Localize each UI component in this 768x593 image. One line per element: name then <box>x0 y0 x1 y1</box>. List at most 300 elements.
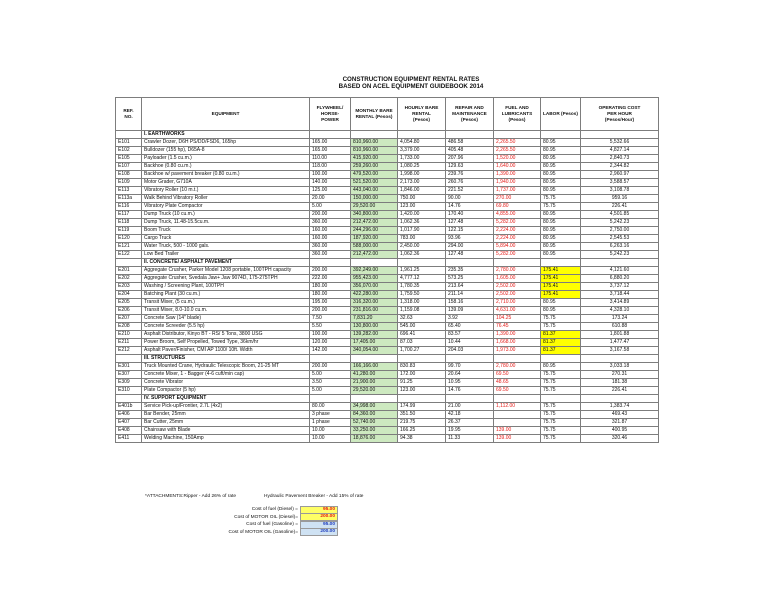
labor-cell: 75.75 <box>541 427 581 435</box>
monthly-rental-cell: 340,800.00 <box>351 211 398 219</box>
hourly-rental-cell: 783.00 <box>398 235 446 243</box>
fuel-lubricants-cell: 2,780.00 <box>494 363 541 371</box>
repair-maintenance-cell: 21.00 <box>446 403 494 411</box>
monthly-rental-cell: 392,249.00 <box>351 267 398 275</box>
operating-cost-cell: 2,545.53 <box>581 235 659 243</box>
monthly-rental-cell: 41,280.00 <box>351 371 398 379</box>
repair-maintenance-cell: 65.40 <box>446 323 494 331</box>
ref-no-cell: E408 <box>116 427 142 435</box>
empty-cell <box>351 259 398 267</box>
operating-cost-cell: 270.31 <box>581 371 659 379</box>
repair-maintenance-cell: 204.03 <box>446 347 494 355</box>
horsepower-cell: 120.00 <box>310 339 351 347</box>
section-title: II. CONCRETE/ ASPHALT PAVEMENT <box>142 259 310 267</box>
equipment-name-cell: Welding Machine, 150Amp <box>142 435 310 443</box>
header-fuel-lubricants: FUEL AND LUBRICANTS (Pesos) <box>494 98 541 131</box>
repair-maintenance-cell: 11.33 <box>446 435 494 443</box>
empty-cell <box>351 395 398 403</box>
monthly-rental-cell: 130,800.00 <box>351 323 398 331</box>
fuel-lubricants-cell: 1,112.00 <box>494 403 541 411</box>
hourly-rental-cell: 1,961.25 <box>398 267 446 275</box>
gasoline-motor-oil-cost-line <box>176 529 338 536</box>
empty-cell <box>541 259 581 267</box>
ref-no-cell: E301 <box>116 363 142 371</box>
fuel-lubricants-cell <box>494 411 541 419</box>
labor-cell: 75.75 <box>541 435 581 443</box>
header-hourly-rental: HOURLY BARE RENTAL (Pesos) <box>398 98 446 131</box>
labor-cell: 175.41 <box>541 283 581 291</box>
monthly-rental-cell: 17,405.00 <box>351 339 398 347</box>
repair-maintenance-cell: 90.00 <box>446 195 494 203</box>
repair-maintenance-cell: 486.58 <box>446 139 494 147</box>
ref-no-cell: E211 <box>116 339 142 347</box>
monthly-rental-cell: 139,282.00 <box>351 331 398 339</box>
hourly-rental-cell: 1,733.00 <box>398 155 446 163</box>
fuel-lubricants-cell: 4,631.00 <box>494 307 541 315</box>
operating-cost-cell: 959.16 <box>581 195 659 203</box>
ref-no-cell: E203 <box>116 283 142 291</box>
operating-cost-cell: 4,827.14 <box>581 147 659 155</box>
monthly-rental-cell: 340,054.00 <box>351 347 398 355</box>
horsepower-cell: 200.00 <box>310 211 351 219</box>
hourly-rental-cell: 696.41 <box>398 331 446 339</box>
fuel-lubricants-cell: 1,640.00 <box>494 163 541 171</box>
fuel-lubricants-cell: 2,780.00 <box>494 267 541 275</box>
pavement-breaker-note: Hydraulic Pavement Breaker - Add 15% of rate <box>264 494 364 499</box>
table-row <box>116 323 659 331</box>
labor-cell: 80.95 <box>541 227 581 235</box>
hourly-rental-cell: 1,759.50 <box>398 291 446 299</box>
empty-cell <box>541 395 581 403</box>
hourly-rental-cell: 545.00 <box>398 323 446 331</box>
equipment-name-cell: Backhoe w/ pavement breaker (0.80 cu.m.) <box>142 171 310 179</box>
operating-cost-cell: 3,033.18 <box>581 363 659 371</box>
section-header-row <box>116 131 659 139</box>
repair-maintenance-cell: 260.76 <box>446 179 494 187</box>
equipment-name-cell: Concrete Screeder (5.5 hp) <box>142 323 310 331</box>
table-header <box>116 98 659 131</box>
horsepower-cell: 20.00 <box>310 195 351 203</box>
equipment-name-cell: Batching Plant (30 cu.m.) <box>142 291 310 299</box>
hourly-rental-cell: 172.00 <box>398 371 446 379</box>
repair-maintenance-cell: 20.64 <box>446 371 494 379</box>
monthly-rental-cell: 21,900.00 <box>351 379 398 387</box>
operating-cost-cell: 400.95 <box>581 427 659 435</box>
diesel-fuel-cost-line <box>176 506 338 513</box>
equipment-name-cell: Concrete Saw (14" blade) <box>142 315 310 323</box>
monthly-rental-cell: 443,040.00 <box>351 187 398 195</box>
monthly-rental-cell: 244,296.00 <box>351 227 398 235</box>
fuel-lubricants-cell: 139.00 <box>494 435 541 443</box>
header-monthly-rental: MONTHLY BARE RENTAL (Pesos) <box>351 98 398 131</box>
horsepower-cell: 5.00 <box>310 371 351 379</box>
hourly-rental-cell: 1,846.00 <box>398 187 446 195</box>
equipment-name-cell: Bulldozer (155 hp), D65A-8 <box>142 147 310 155</box>
ref-no-cell: E116 <box>116 203 142 211</box>
empty-cell <box>116 131 142 139</box>
ref-no-cell: E122 <box>116 251 142 259</box>
horsepower-cell: 200.00 <box>310 363 351 371</box>
fuel-lubricants-cell: 48.65 <box>494 379 541 387</box>
horsepower-cell: 7.50 <box>310 315 351 323</box>
table-row <box>116 211 659 219</box>
horsepower-cell: 142.00 <box>310 347 351 355</box>
ref-no-cell: E105 <box>116 155 142 163</box>
repair-maintenance-cell: 93.96 <box>446 235 494 243</box>
labor-cell: 75.75 <box>541 387 581 395</box>
repair-maintenance-cell: 26.37 <box>446 419 494 427</box>
labor-cell: 81.37 <box>541 347 581 355</box>
cost-label: Cost of fuel (Gasoline) = <box>246 522 298 527</box>
equipment-name-cell: Power Broom, Self Propelled, Towed Type, 36km/hr <box>142 339 310 347</box>
horsepower-cell: 360.00 <box>310 219 351 227</box>
operating-cost-cell: 1,383.74 <box>581 403 659 411</box>
monthly-rental-cell: 479,520.00 <box>351 171 398 179</box>
fuel-lubricants-cell: 1,668.00 <box>494 339 541 347</box>
hourly-rental-cell: 1,080.25 <box>398 163 446 171</box>
table-row <box>116 187 659 195</box>
ref-no-cell: E210 <box>116 331 142 339</box>
section-header-row <box>116 355 659 363</box>
operating-cost-cell: 321.87 <box>581 419 659 427</box>
labor-cell: 75.75 <box>541 419 581 427</box>
ref-no-cell: E118 <box>116 219 142 227</box>
fuel-lubricants-cell: 2,224.00 <box>494 235 541 243</box>
repair-maintenance-cell: 405.48 <box>446 147 494 155</box>
section-title: I. EARTHWORKS <box>142 131 310 139</box>
labor-cell: 175.41 <box>541 275 581 283</box>
horsepower-cell: 5.50 <box>310 323 351 331</box>
unit-costs-block <box>176 506 338 536</box>
operating-cost-cell: 173.24 <box>581 315 659 323</box>
table-row <box>116 315 659 323</box>
horsepower-cell: 180.00 <box>310 283 351 291</box>
operating-cost-cell: 5,242.23 <box>581 219 659 227</box>
ref-no-cell: E212 <box>116 347 142 355</box>
hourly-rental-cell: 1,062.36 <box>398 219 446 227</box>
empty-cell <box>446 355 494 363</box>
equipment-name-cell: Dump Truck, 11.48-15.5cu.m. <box>142 219 310 227</box>
hourly-rental-cell: 750.00 <box>398 195 446 203</box>
monthly-rental-cell: 212,472.00 <box>351 219 398 227</box>
operating-cost-cell: 469.43 <box>581 411 659 419</box>
monthly-rental-cell: 422,280.00 <box>351 291 398 299</box>
repair-maintenance-cell: 42.18 <box>446 411 494 419</box>
operating-cost-cell: 3,414.89 <box>581 299 659 307</box>
repair-maintenance-cell: 235.35 <box>446 267 494 275</box>
ref-no-cell: E113a <box>116 195 142 203</box>
equipment-name-cell: Dump Truck (10 cu.m.) <box>142 211 310 219</box>
operating-cost-cell: 6,880.20 <box>581 275 659 283</box>
horsepower-cell: 165.00 <box>310 139 351 147</box>
hourly-rental-cell: 351.50 <box>398 411 446 419</box>
fuel-lubricants-cell: 2,502.00 <box>494 283 541 291</box>
equipment-name-cell: Truck Mounted Crane, Hydraulic Telescopic Boom, 21-25 MT <box>142 363 310 371</box>
operating-cost-cell: 3,588.57 <box>581 179 659 187</box>
header-ref-no: REF. NO. <box>116 98 142 131</box>
equipment-name-cell: Bar Cutter, 25mm <box>142 419 310 427</box>
ref-no-cell: E120 <box>116 235 142 243</box>
monthly-rental-cell: 187,920.00 <box>351 235 398 243</box>
repair-maintenance-cell: 170.40 <box>446 211 494 219</box>
horsepower-cell: 5.00 <box>310 203 351 211</box>
ref-no-cell: E204 <box>116 291 142 299</box>
monthly-rental-cell: 259,260.00 <box>351 163 398 171</box>
monthly-rental-cell: 84,360.00 <box>351 411 398 419</box>
labor-cell: 75.75 <box>541 195 581 203</box>
table-row <box>116 275 659 283</box>
ref-no-cell: E310 <box>116 387 142 395</box>
empty-cell <box>446 395 494 403</box>
section-title: IV. SUPPORT EQUIPMENT <box>142 395 310 403</box>
horsepower-cell: 100.00 <box>310 331 351 339</box>
repair-maintenance-cell: 207.96 <box>446 155 494 163</box>
table-row <box>116 419 659 427</box>
hourly-rental-cell: 1,420.00 <box>398 211 446 219</box>
table-row <box>116 179 659 187</box>
equipment-name-cell: Walk Behind Vibratory Roller <box>142 195 310 203</box>
labor-cell: 80.95 <box>541 147 581 155</box>
labor-cell: 81.37 <box>541 331 581 339</box>
hourly-rental-cell: 219.75 <box>398 419 446 427</box>
fuel-lubricants-cell <box>494 419 541 427</box>
labor-cell: 80.95 <box>541 299 581 307</box>
repair-maintenance-cell: 14.76 <box>446 387 494 395</box>
section-header-row <box>116 259 659 267</box>
monthly-rental-cell: 415,920.00 <box>351 155 398 163</box>
operating-cost-cell: 320.46 <box>581 435 659 443</box>
cost-value: 200.00 <box>300 528 338 536</box>
cost-value: 200.00 <box>300 513 338 521</box>
table-row <box>116 163 659 171</box>
hourly-rental-cell: 123.00 <box>398 203 446 211</box>
table-row <box>116 347 659 355</box>
header-equipment: EQUIPMENT <box>142 98 310 131</box>
table-row <box>116 339 659 347</box>
fuel-lubricants-cell: 1,737.00 <box>494 187 541 195</box>
ref-no-cell: E206 <box>116 307 142 315</box>
equipment-name-cell: Aggregate Crusher, Svedala Jaw+ Jaw 9074D, 175-275TPH <box>142 275 310 283</box>
horsepower-cell: 165.00 <box>310 147 351 155</box>
empty-cell <box>446 131 494 139</box>
equipment-name-cell: Vibratory Roller (10 m.t.) <box>142 187 310 195</box>
empty-cell <box>310 131 351 139</box>
hourly-rental-cell: 1,159.08 <box>398 307 446 315</box>
table-row <box>116 371 659 379</box>
operating-cost-cell: 4,328.10 <box>581 307 659 315</box>
monthly-rental-cell: 29,520.00 <box>351 387 398 395</box>
labor-cell: 80.95 <box>541 251 581 259</box>
empty-cell <box>581 355 659 363</box>
labor-cell: 75.75 <box>541 411 581 419</box>
monthly-rental-cell: 955,423.00 <box>351 275 398 283</box>
labor-cell: 80.95 <box>541 211 581 219</box>
equipment-name-cell: Transit Mixer, (5 cu.m.) <box>142 299 310 307</box>
ref-no-cell: E109 <box>116 179 142 187</box>
fuel-lubricants-cell: 69.80 <box>494 203 541 211</box>
ref-no-cell: E117 <box>116 211 142 219</box>
hourly-rental-cell: 174.99 <box>398 403 446 411</box>
fuel-lubricants-cell: 76.45 <box>494 323 541 331</box>
ref-no-cell: E406 <box>116 411 142 419</box>
repair-maintenance-cell: 573.25 <box>446 275 494 283</box>
repair-maintenance-cell: 221.52 <box>446 187 494 195</box>
ref-no-cell: E119 <box>116 227 142 235</box>
horsepower-cell: 180.00 <box>310 291 351 299</box>
fuel-lubricants-cell: 5,894.00 <box>494 243 541 251</box>
labor-cell: 80.95 <box>541 307 581 315</box>
equipment-name-cell: Service Pick-up/Frontier, 2.7L (4x2) <box>142 403 310 411</box>
labor-cell: 80.95 <box>541 187 581 195</box>
monthly-rental-cell: 166,166.00 <box>351 363 398 371</box>
hourly-rental-cell: 4,054.80 <box>398 139 446 147</box>
equipment-name-cell: Plate Compactor (5 hp) <box>142 387 310 395</box>
header-horsepower: FLYWHEEL/ HORSE- POWER <box>310 98 351 131</box>
fuel-lubricants-cell: 4,855.00 <box>494 211 541 219</box>
horsepower-cell: 118.00 <box>310 163 351 171</box>
operating-cost-cell: 1,801.88 <box>581 331 659 339</box>
table-row <box>116 147 659 155</box>
hourly-rental-cell: 123.00 <box>398 387 446 395</box>
hourly-rental-cell: 1,780.35 <box>398 283 446 291</box>
table-row <box>116 363 659 371</box>
table-row <box>116 195 659 203</box>
ref-no-cell: E207 <box>116 315 142 323</box>
repair-maintenance-cell: 99.70 <box>446 363 494 371</box>
repair-maintenance-cell: 127.48 <box>446 251 494 259</box>
operating-cost-cell: 1,477.47 <box>581 339 659 347</box>
horsepower-cell: 80.00 <box>310 403 351 411</box>
document-title-block <box>211 76 611 90</box>
labor-cell: 80.95 <box>541 163 581 171</box>
repair-maintenance-cell: 158.16 <box>446 299 494 307</box>
section-header-row <box>116 395 659 403</box>
monthly-rental-cell: 33,250.00 <box>351 427 398 435</box>
monthly-rental-cell: 521,520.00 <box>351 179 398 187</box>
diesel-motor-oil-cost-line <box>176 514 338 521</box>
operating-cost-cell: 2,750.00 <box>581 227 659 235</box>
equipment-name-cell: Water Truck, 500 - 1000 gals. <box>142 243 310 251</box>
hourly-rental-cell: 32.63 <box>398 315 446 323</box>
fuel-lubricants-cell: 1,605.00 <box>494 275 541 283</box>
labor-cell: 75.75 <box>541 323 581 331</box>
cost-value: 95.00 <box>300 521 338 529</box>
fuel-lubricants-cell: 5,282.00 <box>494 219 541 227</box>
ref-no-cell: E309 <box>116 379 142 387</box>
repair-maintenance-cell: 294.00 <box>446 243 494 251</box>
empty-cell <box>494 259 541 267</box>
fuel-lubricants-cell: 1,390.00 <box>494 331 541 339</box>
ref-no-cell: E202 <box>116 275 142 283</box>
table-row <box>116 299 659 307</box>
hourly-rental-cell: 1,700.27 <box>398 347 446 355</box>
hourly-rental-cell: 4,777.12 <box>398 275 446 283</box>
hourly-rental-cell: 1,318.00 <box>398 299 446 307</box>
horsepower-cell: 10.00 <box>310 427 351 435</box>
table-row <box>116 139 659 147</box>
repair-maintenance-cell: 10.95 <box>446 379 494 387</box>
table-row <box>116 307 659 315</box>
empty-cell <box>116 259 142 267</box>
table-row <box>116 331 659 339</box>
empty-cell <box>541 355 581 363</box>
hourly-rental-cell: 94.38 <box>398 435 446 443</box>
attachments-note: *ATTACHMENTS:Ripper - Add 26% of rate <box>145 494 236 499</box>
empty-cell <box>351 355 398 363</box>
ref-no-cell: E121 <box>116 243 142 251</box>
horsepower-cell: 3.50 <box>310 379 351 387</box>
equipment-name-cell: Boom Truck <box>142 227 310 235</box>
empty-cell <box>351 131 398 139</box>
fuel-lubricants-cell: 1,940.00 <box>494 179 541 187</box>
monthly-rental-cell: 34,998.00 <box>351 403 398 411</box>
hourly-rental-cell: 2,173.00 <box>398 179 446 187</box>
header-repair-maintenance: REPAIR AND MAINTENANCE (Pesos) <box>446 98 494 131</box>
labor-cell: 75.75 <box>541 379 581 387</box>
equipment-name-cell: Chainsaw with Blade <box>142 427 310 435</box>
labor-cell: 75.75 <box>541 203 581 211</box>
labor-cell: 175.41 <box>541 267 581 275</box>
ref-no-cell: E201 <box>116 267 142 275</box>
empty-cell <box>398 395 446 403</box>
empty-cell <box>581 259 659 267</box>
ref-no-cell: E102 <box>116 147 142 155</box>
horsepower-cell: 222.00 <box>310 275 351 283</box>
operating-cost-cell: 226.41 <box>581 387 659 395</box>
table-row <box>116 291 659 299</box>
cost-label: Cost of MOTOR OIL (Diesel)= <box>234 514 298 520</box>
horsepower-cell: 195.00 <box>310 299 351 307</box>
labor-cell: 80.95 <box>541 219 581 227</box>
equipment-name-cell: Low Bed Trailer <box>142 251 310 259</box>
ref-no-cell: E101 <box>116 139 142 147</box>
table-row <box>116 387 659 395</box>
repair-maintenance-cell: 19.95 <box>446 427 494 435</box>
equipment-name-cell: Cargo Truck <box>142 235 310 243</box>
monthly-rental-cell: 150,000.00 <box>351 195 398 203</box>
hourly-rental-cell: 1,017.90 <box>398 227 446 235</box>
table-row <box>116 219 659 227</box>
table-row <box>116 251 659 259</box>
monthly-rental-cell: 212,472.00 <box>351 251 398 259</box>
repair-maintenance-cell: 211.14 <box>446 291 494 299</box>
fuel-lubricants-cell: 5,282.00 <box>494 251 541 259</box>
document-subtitle: BASED ON ACEL EQUIPMENT GUIDEBOOK 2014 <box>338 83 484 90</box>
hourly-rental-cell: 830.83 <box>398 363 446 371</box>
table-row <box>116 283 659 291</box>
monthly-rental-cell: 29,520.00 <box>351 203 398 211</box>
operating-cost-cell: 4,501.85 <box>581 211 659 219</box>
header-operating-cost: OPERATING COST PER HOUR (Pesos/Hour) <box>581 98 659 131</box>
labor-cell: 75.75 <box>541 371 581 379</box>
empty-cell <box>116 395 142 403</box>
cost-value: 95.00 <box>300 506 338 514</box>
fuel-lubricants-cell: 69.50 <box>494 387 541 395</box>
repair-maintenance-cell: 83.57 <box>446 331 494 339</box>
cost-label: Cost of MOTOR OIL (Gasoline)= <box>228 529 298 535</box>
equipment-name-cell: Crawler Dozer, D6H PS/DD/FSD6, 165hp <box>142 139 310 147</box>
operating-cost-cell: 6,263.16 <box>581 243 659 251</box>
operating-cost-cell: 2,344.82 <box>581 163 659 171</box>
fuel-lubricants-cell: 2,502.00 <box>494 291 541 299</box>
equipment-name-cell: Backhoe (0.80 cu.m.) <box>142 163 310 171</box>
empty-cell <box>398 131 446 139</box>
monthly-rental-cell: 810,960.00 <box>351 147 398 155</box>
table-row <box>116 435 659 443</box>
hourly-rental-cell: 1,062.36 <box>398 251 446 259</box>
ref-no-cell: E307 <box>116 371 142 379</box>
gasoline-fuel-cost-line <box>176 521 338 528</box>
